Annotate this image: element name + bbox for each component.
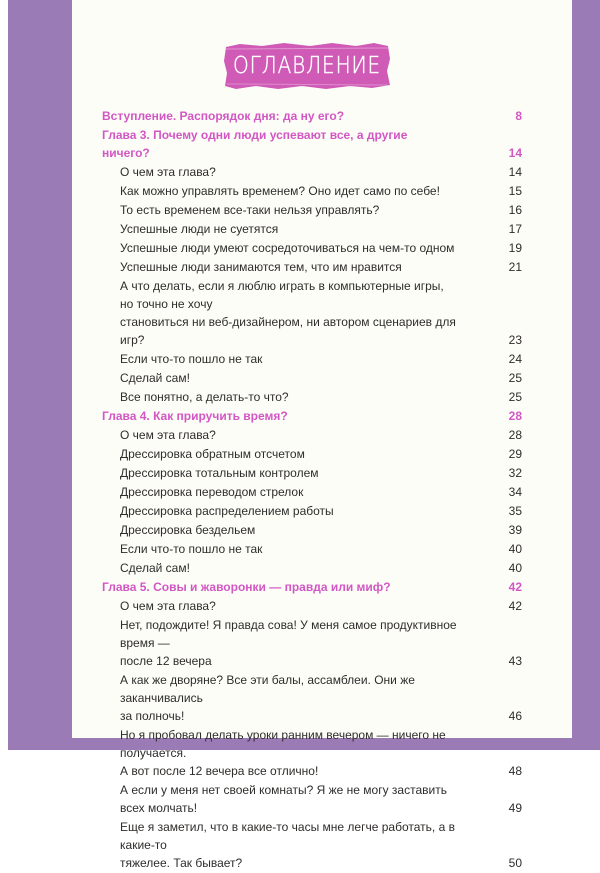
- toc-entry-row: [102, 201, 522, 219]
- page-number: 28: [508, 428, 522, 442]
- page-number: 14: [508, 146, 522, 160]
- toc-entry-row: [102, 220, 522, 238]
- page-number: 21: [508, 260, 522, 274]
- chapter-title: Вступление. Распорядок дня: да ну его?: [102, 109, 345, 123]
- toc-entry-row: [102, 163, 522, 181]
- page-number: 8: [515, 109, 522, 123]
- toc-entry-row: [102, 239, 522, 257]
- page-number: 48: [508, 764, 522, 778]
- page-number: 34: [508, 485, 522, 499]
- toc-title: ОГЛАВЛЕНИЕ: [233, 53, 381, 79]
- table-of-contents: [102, 107, 522, 873]
- entry-title: Если что-то пошло не так: [120, 352, 263, 366]
- page-number: 40: [508, 561, 522, 575]
- toc-chapter-row: [102, 407, 522, 425]
- entry-title: А как же дворяне? Все эти балы, ассамблеи. Они же заканчивались за полночь!: [120, 673, 415, 723]
- toc-entry-row: [102, 369, 522, 387]
- chapter-title: Глава 5. Совы и жаворонки — правда или миф?: [102, 580, 391, 594]
- entry-title: Но я пробовал делать уроки ранним вечером — ничего не получается. А вот после 12 вечера все отлично!: [120, 728, 446, 778]
- entry-title: Еще я заметил, что в какие-то часы мне легче работать, а в какие-то тяжелее. Так бывает?: [120, 820, 455, 870]
- toc-chapter-row: [102, 126, 522, 162]
- page-number: 17: [508, 222, 522, 236]
- page-number: 32: [508, 466, 522, 480]
- entry-title: Сделай сам!: [120, 561, 190, 575]
- toc-entry-row: [102, 483, 522, 501]
- toc-entry-row: [102, 616, 522, 670]
- toc-entry-row: [102, 726, 522, 780]
- entry-title: О чем эта глава?: [120, 165, 216, 179]
- entry-title: Дрессировка бездельем: [120, 523, 256, 537]
- toc-entry-row: [102, 540, 522, 558]
- toc-entry-row: [102, 502, 522, 520]
- entry-title: Нет, подождите! Я правда сова! У меня самое продуктивное время — после 12 вечера: [120, 618, 457, 668]
- page-number: 42: [508, 599, 522, 613]
- toc-entry-row: [102, 350, 522, 368]
- page-number: 14: [508, 165, 522, 179]
- page-number: 16: [508, 203, 522, 217]
- toc-entry-row: [102, 818, 522, 872]
- chapter-title: Глава 4. Как приручить время?: [102, 409, 288, 423]
- entry-title: Успешные люди занимаются тем, что им нравится: [120, 260, 402, 274]
- entry-title: Успешные люди умеют сосредоточиваться на чем-то одном: [120, 241, 455, 255]
- toc-entry-row: [102, 445, 522, 463]
- entry-title: Дрессировка обратным отсчетом: [120, 447, 305, 461]
- entry-title: О чем эта глава?: [120, 599, 216, 613]
- page-number: 39: [508, 523, 522, 537]
- page-number: 50: [508, 856, 522, 870]
- toc-entry-row: [102, 388, 522, 406]
- entry-title: Если что-то пошло не так: [120, 542, 263, 556]
- entry-title: О чем эта глава?: [120, 428, 216, 442]
- toc-entry-row: [102, 781, 522, 817]
- page-number: 46: [508, 709, 522, 723]
- page-number: 19: [508, 241, 522, 255]
- page-number: 29: [508, 447, 522, 461]
- entry-title: А что делать, если я люблю играть в компьютерные игры, но точно не хочу становиться ни веб-дизайнером, ни автором сценариев для игр?: [120, 279, 456, 347]
- chapter-title: Глава 3. Почему одни люди успевают все, а другие ничего?: [102, 128, 408, 160]
- page-number: 28: [508, 409, 522, 423]
- page-number: 49: [508, 801, 522, 815]
- page-number: 23: [508, 333, 522, 347]
- page-number: 24: [508, 352, 522, 366]
- page-number: 15: [508, 184, 522, 198]
- entry-title: Сделай сам!: [120, 371, 190, 385]
- toc-entry-row: [102, 426, 522, 444]
- entry-title: Как можно управлять временем? Оно идет само по себе!: [120, 184, 440, 198]
- entry-title: А если у меня нет своей комнаты? Я же не могу заставить всех молчать!: [120, 783, 447, 815]
- toc-entry-row: [102, 182, 522, 200]
- page-number: 35: [508, 504, 522, 518]
- toc-chapter-row: [102, 107, 522, 125]
- toc-header-banner: [222, 41, 392, 91]
- toc-entry-row: [102, 464, 522, 482]
- page-number: 42: [508, 580, 522, 594]
- page-number: 25: [508, 371, 522, 385]
- entry-title: То есть временем все-таки нельзя управлять?: [120, 203, 380, 217]
- page-number: 40: [508, 542, 522, 556]
- toc-entry-row: [102, 559, 522, 577]
- toc-entry-row: [102, 277, 522, 349]
- toc-entry-row: [102, 521, 522, 539]
- entry-title: Успешные люди не суетятся: [120, 222, 279, 236]
- toc-chapter-row: [102, 578, 522, 596]
- entry-title: Дрессировка переводом стрелок: [120, 485, 304, 499]
- entry-title: Дрессировка тотальным контролем: [120, 466, 319, 480]
- page-number: 43: [508, 654, 522, 668]
- entry-title: Дрессировка распределением работы: [120, 504, 334, 518]
- toc-entry-row: [102, 597, 522, 615]
- page-number: 25: [508, 390, 522, 404]
- toc-entry-row: [102, 258, 522, 276]
- toc-entry-row: [102, 671, 522, 725]
- entry-title: Все понятно, а делать-то что?: [120, 390, 289, 404]
